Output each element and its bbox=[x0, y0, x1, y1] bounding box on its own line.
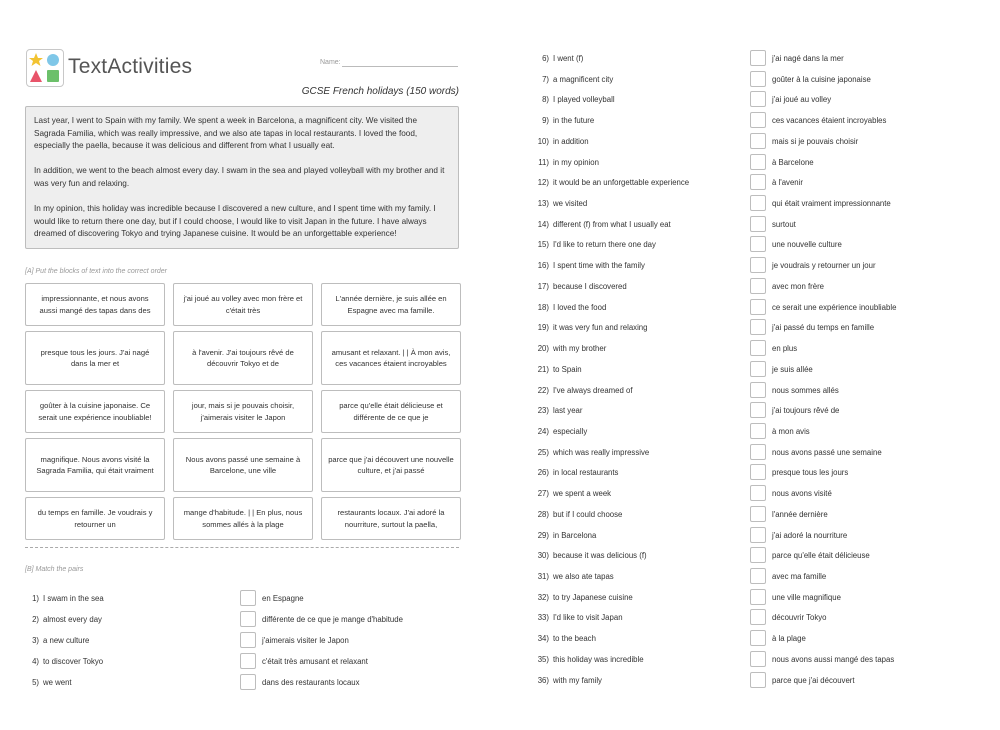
match-pair-row bbox=[537, 402, 932, 420]
answer-box[interactable] bbox=[750, 527, 766, 543]
answer-box[interactable] bbox=[750, 71, 766, 87]
english-phrase: I swam in the sea bbox=[43, 594, 104, 603]
english-phrase: in Barcelona bbox=[553, 530, 597, 540]
brand-name: TextActivities bbox=[68, 55, 193, 78]
pair-number: 32) bbox=[537, 592, 549, 602]
section-a-label: [A] Put the blocks of text into the correct order bbox=[25, 268, 168, 275]
pair-number: 16) bbox=[537, 261, 549, 271]
french-phrase: je voudrais y retourner un jour bbox=[772, 261, 876, 271]
text-block[interactable]: L'année dernière, je suis allée en Espagne avec ma famille. bbox=[321, 283, 461, 326]
text-block[interactable]: j'ai joué au volley avec mon frère et c'était très bbox=[173, 283, 313, 326]
answer-box[interactable] bbox=[750, 278, 766, 294]
pair-number: 10) bbox=[537, 136, 549, 146]
answer-box[interactable] bbox=[750, 568, 766, 584]
pair-number: 31) bbox=[537, 572, 549, 581]
english-phrase: because I discovered bbox=[553, 281, 627, 291]
reading-passage bbox=[25, 106, 459, 249]
pair-number: 5) bbox=[32, 678, 39, 687]
match-pair-row bbox=[537, 382, 932, 400]
answer-box[interactable] bbox=[750, 672, 766, 688]
match-pair-row bbox=[537, 257, 932, 275]
english-phrase: in local restaurants bbox=[553, 468, 619, 478]
match-pair-row bbox=[32, 632, 422, 650]
answer-box[interactable] bbox=[750, 112, 766, 128]
text-block[interactable]: à l'avenir. J'ai toujours rêvé de découvrir Tokyo et de bbox=[173, 331, 313, 385]
answer-box[interactable] bbox=[750, 402, 766, 418]
match-pair-row bbox=[537, 133, 932, 151]
french-phrase: j'ai toujours rêvé de bbox=[772, 406, 840, 416]
passage-paragraph: In my opinion, this holiday was incredible because I discovered a new culture, and I spent time with my family. I would like to return there one day, but if I could choose, I would like to visit Japan in the future. I have always dreamed of discovering Tokyo and trying Japanese cuisine. It would be an unforgettable experience! bbox=[34, 204, 436, 239]
english-phrase: we also ate tapas bbox=[553, 572, 614, 581]
pair-number: 21) bbox=[537, 364, 549, 374]
answer-box[interactable] bbox=[240, 590, 256, 606]
french-phrase: nous sommes allés bbox=[772, 385, 839, 395]
answer-box[interactable] bbox=[750, 340, 766, 356]
french-phrase: qui était vraiment impressionnante bbox=[772, 199, 891, 209]
answer-box[interactable] bbox=[750, 257, 766, 273]
english-phrase: I spent time with the family bbox=[553, 261, 645, 271]
answer-box[interactable] bbox=[240, 674, 256, 690]
english-phrase: different (f) from what I usually eat bbox=[553, 219, 671, 229]
english-phrase: I went (f) bbox=[553, 54, 584, 63]
english-phrase: with my brother bbox=[553, 344, 607, 354]
answer-box[interactable] bbox=[240, 611, 256, 627]
pair-number: 17) bbox=[537, 281, 549, 291]
answer-box[interactable] bbox=[750, 361, 766, 377]
pair-number: 9) bbox=[542, 116, 549, 126]
match-pair-row bbox=[537, 672, 932, 690]
french-phrase: j'ai passé du temps en famille bbox=[772, 323, 875, 333]
pair-number: 22) bbox=[537, 385, 549, 395]
english-phrase: in addition bbox=[553, 136, 589, 146]
answer-box[interactable] bbox=[240, 632, 256, 648]
match-pair-row bbox=[537, 547, 932, 565]
match-pair-row bbox=[537, 216, 932, 234]
passage-paragraph: In addition, we went to the beach almost every day. I swam in the sea and played volleyball with my brother and it was very fun and relaxing. bbox=[34, 166, 445, 188]
english-phrase: we went bbox=[43, 678, 72, 687]
french-phrase: en plus bbox=[772, 344, 798, 354]
pair-number: 29) bbox=[537, 530, 549, 540]
match-pair-row bbox=[32, 611, 422, 629]
pair-number: 19) bbox=[537, 323, 549, 333]
text-block[interactable]: mange d'habitude. | | En plus, nous sommes allés à la plage bbox=[173, 497, 313, 540]
match-pair-row bbox=[32, 590, 422, 608]
french-phrase: goûter à la cuisine japonaise bbox=[772, 74, 871, 84]
english-phrase: with my family bbox=[553, 675, 602, 685]
match-pair-row bbox=[537, 527, 932, 545]
match-pair-row bbox=[537, 299, 932, 317]
french-phrase: ces vacances étaient incroyables bbox=[772, 116, 887, 126]
answer-box[interactable] bbox=[750, 485, 766, 501]
text-block[interactable]: parce qu'elle était délicieuse et différente de ce que je bbox=[321, 390, 461, 433]
answer-box[interactable] bbox=[750, 506, 766, 522]
match-pair-row bbox=[542, 71, 932, 89]
french-phrase: différente de ce que je mange d'habitude bbox=[262, 615, 403, 624]
answer-box[interactable] bbox=[750, 216, 766, 232]
answer-box[interactable] bbox=[750, 50, 766, 66]
answer-box[interactable] bbox=[750, 236, 766, 252]
english-phrase: in my opinion bbox=[553, 157, 599, 167]
answer-box[interactable] bbox=[750, 547, 766, 563]
match-pair-row bbox=[537, 340, 932, 358]
french-phrase: une ville magnifique bbox=[772, 592, 841, 602]
match-pair-row bbox=[537, 630, 932, 648]
french-phrase: avec ma famille bbox=[772, 572, 827, 581]
pair-number: 11) bbox=[538, 157, 549, 167]
french-phrase: dans des restaurants locaux bbox=[262, 678, 360, 687]
french-phrase: avec mon frère bbox=[772, 281, 825, 291]
french-phrase: nous avons visité bbox=[772, 489, 832, 499]
match-pair-row bbox=[537, 651, 932, 669]
match-pair-row bbox=[542, 50, 932, 68]
pair-number: 2) bbox=[32, 615, 39, 624]
pair-number: 3) bbox=[32, 636, 39, 645]
french-phrase: une nouvelle culture bbox=[772, 240, 842, 250]
french-phrase: nous avons aussi mangé des tapas bbox=[772, 654, 895, 664]
match-pair-row bbox=[32, 653, 422, 671]
english-phrase: it would be an unforgettable experience bbox=[553, 178, 690, 188]
french-phrase: à Barcelone bbox=[772, 157, 814, 167]
name-field[interactable] bbox=[342, 66, 458, 67]
page-title: GCSE French holidays (150 words) bbox=[301, 86, 459, 97]
pair-number: 24) bbox=[537, 426, 549, 436]
english-phrase: to the beach bbox=[553, 634, 596, 644]
pair-number: 4) bbox=[32, 657, 39, 666]
pair-number: 15) bbox=[537, 240, 549, 250]
pair-number: 30) bbox=[537, 551, 549, 561]
french-phrase: en Espagne bbox=[262, 594, 304, 603]
match-pair-row bbox=[537, 609, 932, 627]
english-phrase: we visited bbox=[553, 199, 588, 209]
match-pair-row bbox=[537, 485, 932, 503]
passage-paragraph: Last year, I went to Spain with my family. We spent a week in Barcelona, a magnificent city. We visited the Sagrada Familia, which was really impressive, and we also ate tapas in local restaurants. I loved the food, especially the paella, because it was delicious and different from what I usually eat. bbox=[34, 116, 418, 151]
english-phrase: to try Japanese cuisine bbox=[553, 592, 633, 602]
english-phrase: I've always dreamed of bbox=[553, 385, 633, 395]
pair-number: 25) bbox=[537, 447, 549, 457]
text-block[interactable]: Nous avons passé une semaine à Barcelone, une ville bbox=[173, 438, 313, 492]
english-phrase: which was really impressive bbox=[553, 447, 650, 457]
answer-box[interactable] bbox=[240, 653, 256, 669]
english-phrase: I'd like to visit Japan bbox=[553, 613, 623, 623]
pair-number: 12) bbox=[537, 178, 549, 188]
answer-box[interactable] bbox=[750, 319, 766, 335]
french-phrase: parce qu'elle était délicieuse bbox=[772, 551, 870, 561]
french-phrase: j'aimerais visiter le Japon bbox=[262, 636, 349, 645]
french-phrase: à l'avenir bbox=[772, 178, 803, 188]
pair-number: 13) bbox=[537, 199, 549, 209]
answer-box[interactable] bbox=[750, 630, 766, 646]
french-phrase: découvrir Tokyo bbox=[772, 613, 827, 623]
match-pair-row bbox=[537, 236, 932, 254]
english-phrase: I played volleyball bbox=[553, 95, 615, 105]
match-pair-row bbox=[32, 674, 422, 692]
pair-number: 20) bbox=[537, 344, 549, 354]
answer-box[interactable] bbox=[750, 299, 766, 315]
answer-box[interactable] bbox=[750, 174, 766, 190]
answer-box[interactable] bbox=[750, 423, 766, 439]
english-phrase: especially bbox=[553, 426, 588, 436]
answer-box[interactable] bbox=[750, 195, 766, 211]
answer-box[interactable] bbox=[750, 589, 766, 605]
text-block[interactable]: goûter à la cuisine japonaise. Ce serait une expérience inoubliable! bbox=[25, 390, 165, 433]
text-block[interactable]: amusant et relaxant. | | À mon avis, ces vacances étaient incroyables bbox=[321, 331, 461, 385]
match-pair-row bbox=[537, 319, 932, 337]
french-phrase: mais si je pouvais choisir bbox=[772, 136, 859, 146]
textactivities-logo-icon bbox=[26, 49, 64, 87]
pair-number: 28) bbox=[537, 509, 549, 519]
pair-number: 7) bbox=[542, 74, 549, 84]
match-pair-row bbox=[537, 423, 932, 441]
pair-number: 27) bbox=[537, 489, 549, 499]
match-pair-row bbox=[537, 464, 932, 482]
answer-box[interactable] bbox=[750, 609, 766, 625]
english-phrase: to discover Tokyo bbox=[43, 657, 104, 666]
section-b-label: [B] Match the pairs bbox=[25, 566, 84, 573]
pair-number: 26) bbox=[537, 468, 549, 478]
english-phrase: I'd like to return there one day bbox=[553, 240, 656, 250]
english-phrase: because it was delicious (f) bbox=[553, 551, 647, 561]
english-phrase: to Spain bbox=[553, 364, 582, 374]
answer-box[interactable] bbox=[750, 464, 766, 480]
answer-box[interactable] bbox=[750, 133, 766, 149]
match-pair-row bbox=[542, 91, 932, 109]
name-label: Name: bbox=[320, 59, 341, 66]
english-phrase: we spent a week bbox=[553, 489, 612, 499]
text-block[interactable]: restaurants locaux. J'ai adoré la nourriture, surtout la paella, bbox=[321, 497, 461, 540]
pair-number: 35) bbox=[537, 654, 549, 664]
match-pair-row bbox=[537, 444, 932, 462]
pair-number: 36) bbox=[537, 675, 549, 685]
match-pair-row bbox=[537, 195, 932, 213]
answer-box[interactable] bbox=[750, 154, 766, 170]
section-divider bbox=[25, 547, 459, 548]
english-phrase: almost every day bbox=[43, 615, 102, 624]
match-pair-row bbox=[542, 112, 932, 130]
match-pair-row bbox=[537, 568, 932, 586]
pair-number: 18) bbox=[537, 302, 549, 312]
answer-box[interactable] bbox=[750, 651, 766, 667]
text-block[interactable]: parce que j'ai découvert une nouvelle culture, et j'ai passé bbox=[321, 438, 461, 492]
match-pair-row bbox=[537, 278, 932, 296]
pair-number: 6) bbox=[542, 54, 549, 63]
french-phrase: l'année dernière bbox=[772, 509, 828, 519]
french-phrase: j'ai nagé dans la mer bbox=[772, 54, 844, 63]
pair-number: 33) bbox=[537, 613, 549, 623]
pair-number: 34) bbox=[537, 634, 549, 644]
french-phrase: j'ai adoré la nourriture bbox=[772, 530, 848, 540]
text-blocks-grid bbox=[25, 283, 460, 540]
answer-box[interactable] bbox=[750, 382, 766, 398]
french-phrase: ce serait une expérience inoubliable bbox=[772, 302, 897, 312]
french-phrase: c'était très amusant et relaxant bbox=[262, 657, 368, 666]
text-block[interactable]: jour, mais si je pouvais choisir, j'aimerais visiter le Japon bbox=[173, 390, 313, 433]
match-pair-row bbox=[537, 589, 932, 607]
text-block[interactable]: impressionnante, et nous avons aussi mangé des tapas dans des bbox=[25, 283, 165, 326]
french-phrase: à la plage bbox=[772, 634, 806, 644]
english-phrase: a magnificent city bbox=[553, 74, 614, 84]
text-block[interactable]: magnifique. Nous avons visité la Sagrada Familia, qui était vraiment bbox=[25, 438, 165, 492]
french-phrase: surtout bbox=[772, 219, 796, 229]
match-pair-row bbox=[538, 154, 932, 172]
english-phrase: a new culture bbox=[43, 636, 90, 645]
text-block[interactable]: du temps en famille. Je voudrais y retourner un bbox=[25, 497, 165, 540]
english-phrase: this holiday was incredible bbox=[553, 654, 644, 664]
pair-number: 23) bbox=[537, 406, 549, 416]
pair-number: 1) bbox=[32, 594, 39, 603]
french-phrase: parce que j'ai découvert bbox=[772, 675, 855, 685]
french-phrase: nous avons passé une semaine bbox=[772, 447, 882, 457]
match-pair-row bbox=[537, 361, 932, 379]
english-phrase: in the future bbox=[553, 116, 595, 126]
english-phrase: it was very fun and relaxing bbox=[553, 323, 648, 333]
french-phrase: j'ai joué au volley bbox=[772, 95, 832, 105]
match-pair-row bbox=[537, 174, 932, 192]
answer-box[interactable] bbox=[750, 91, 766, 107]
answer-box[interactable] bbox=[750, 444, 766, 460]
french-phrase: presque tous les jours bbox=[772, 468, 849, 478]
french-phrase: à mon avis bbox=[772, 426, 810, 436]
english-phrase: last year bbox=[553, 406, 583, 416]
text-block[interactable]: presque tous les jours. J'ai nagé dans la mer et bbox=[25, 331, 165, 385]
french-phrase: je suis allée bbox=[772, 364, 813, 374]
english-phrase: but if I could choose bbox=[553, 509, 623, 519]
pair-number: 14) bbox=[537, 219, 549, 229]
english-phrase: I loved the food bbox=[553, 302, 607, 312]
pair-number: 8) bbox=[542, 95, 549, 105]
match-pair-row bbox=[537, 506, 932, 524]
